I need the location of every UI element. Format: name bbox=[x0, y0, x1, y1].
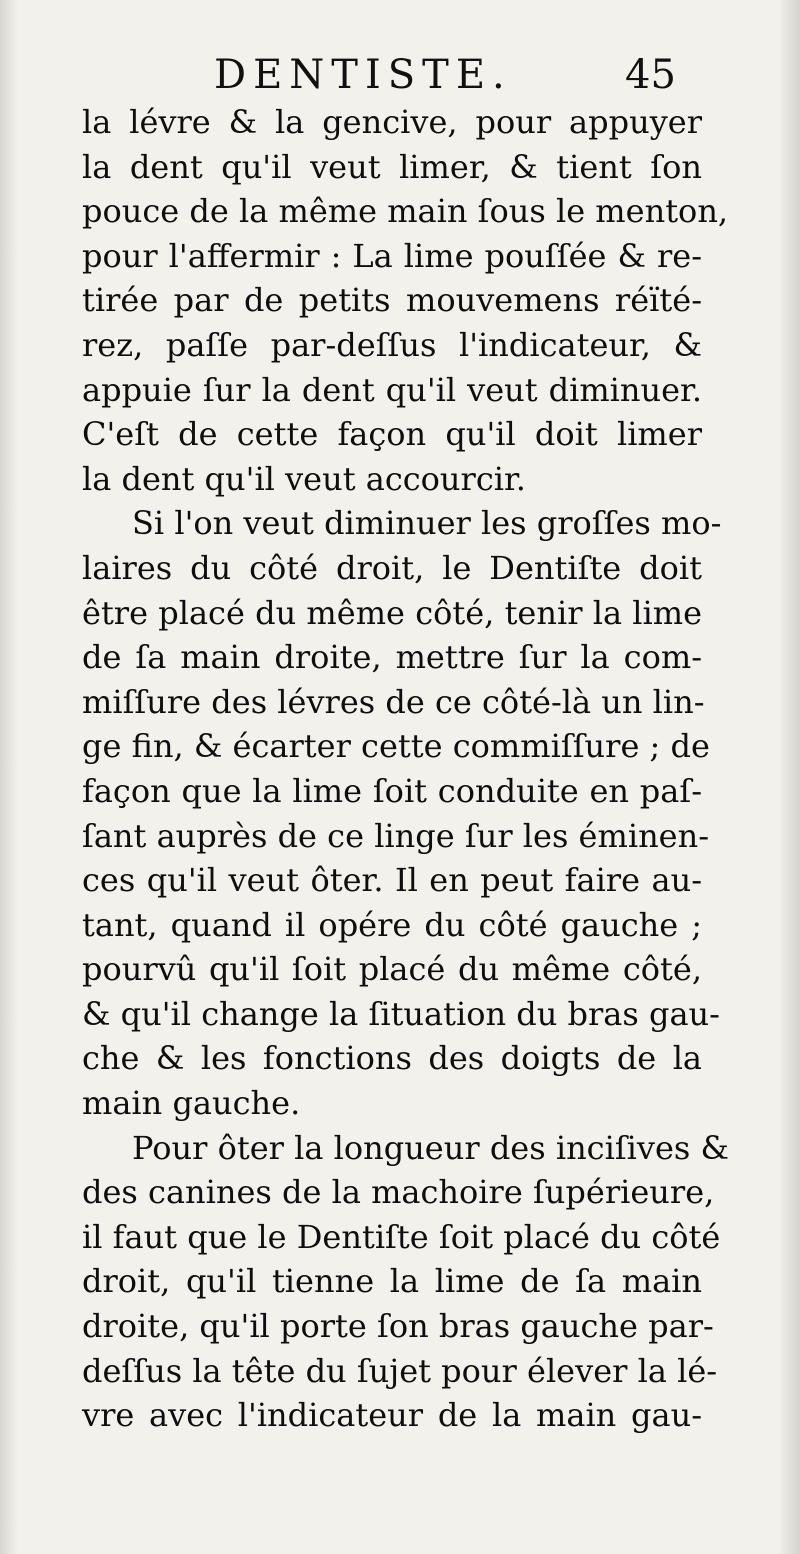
text-line: des canines de la machoire ſupérieure, bbox=[82, 1173, 715, 1212]
text-line: il faut que le Dentiſte ſoit placé du côté bbox=[82, 1217, 721, 1256]
text-line: droit, qu'il tienne la lime de ſa main bbox=[82, 1262, 702, 1301]
text-line: miſſure des lévres de ce côté-là un lin- bbox=[82, 682, 705, 721]
page-number: 45 bbox=[625, 52, 676, 98]
text-line: la lévre & la gencive, pour appuyer bbox=[82, 103, 702, 141]
text-line: façon que la lime ſoit conduite en paſ- bbox=[82, 771, 702, 810]
text-line: de ſa main droite, mettre ſur la com- bbox=[82, 638, 702, 677]
text-line: deſſus la tête du ſujet pour élever la lé- bbox=[82, 1351, 718, 1390]
page-left-edge bbox=[0, 0, 18, 1554]
page-right-edge bbox=[778, 0, 800, 1554]
text-line: ces qu'il veut ôter. Il en peut faire au- bbox=[82, 861, 702, 900]
text-line: tant, quand il opére du côté gauche ; bbox=[82, 905, 702, 944]
text-line: pourvû qu'il ſoit placé du même côté, bbox=[82, 950, 702, 989]
text-line: C'eſt de cette façon qu'il doit limer bbox=[82, 415, 702, 454]
text-line: main gauche. bbox=[82, 1084, 301, 1123]
text-line: laires du côté droit, le Dentiſte doit bbox=[82, 548, 702, 587]
text-line: pour l'affermir : La lime pouſſée & re- bbox=[82, 236, 702, 275]
text-line: la dent qu'il veut limer, & tient ſon bbox=[82, 147, 702, 186]
body-text bbox=[82, 100, 729, 1438]
text-line: vre avec l'indicateur de la main gau- bbox=[82, 1396, 702, 1435]
text-line: tirée par de petits mouvemens réïté- bbox=[82, 281, 702, 320]
text-line: droite, qu'il porte ſon bras gauche par- bbox=[82, 1307, 714, 1346]
text-line: ſant auprès de ce linge ſur les éminen- bbox=[82, 816, 710, 855]
text-line: che & les fonctions des doigts de la bbox=[82, 1039, 702, 1078]
text-line: Si l'on veut diminuer les groſſes mo- bbox=[132, 504, 722, 543]
text-line: être placé du même côté, tenir la lime bbox=[82, 593, 702, 632]
text-line: & qu'il change la ſituation du bras gau- bbox=[82, 994, 720, 1033]
text-line: rez, paſſe par-deſſus l'indicateur, & bbox=[82, 325, 702, 364]
text-line: ge fin, & écarter cette commiſſure ; de bbox=[82, 727, 710, 766]
text-line: pouce de la même main ſous le menton, bbox=[82, 192, 729, 231]
text-line: Pour ôter la longueur des inciſives & bbox=[132, 1128, 729, 1167]
text-line: la dent qu'il veut accourcir. bbox=[82, 459, 526, 498]
running-head: DENTISTE. bbox=[214, 52, 512, 98]
text-line: appuie ſur la dent qu'il veut diminuer. bbox=[82, 370, 702, 409]
